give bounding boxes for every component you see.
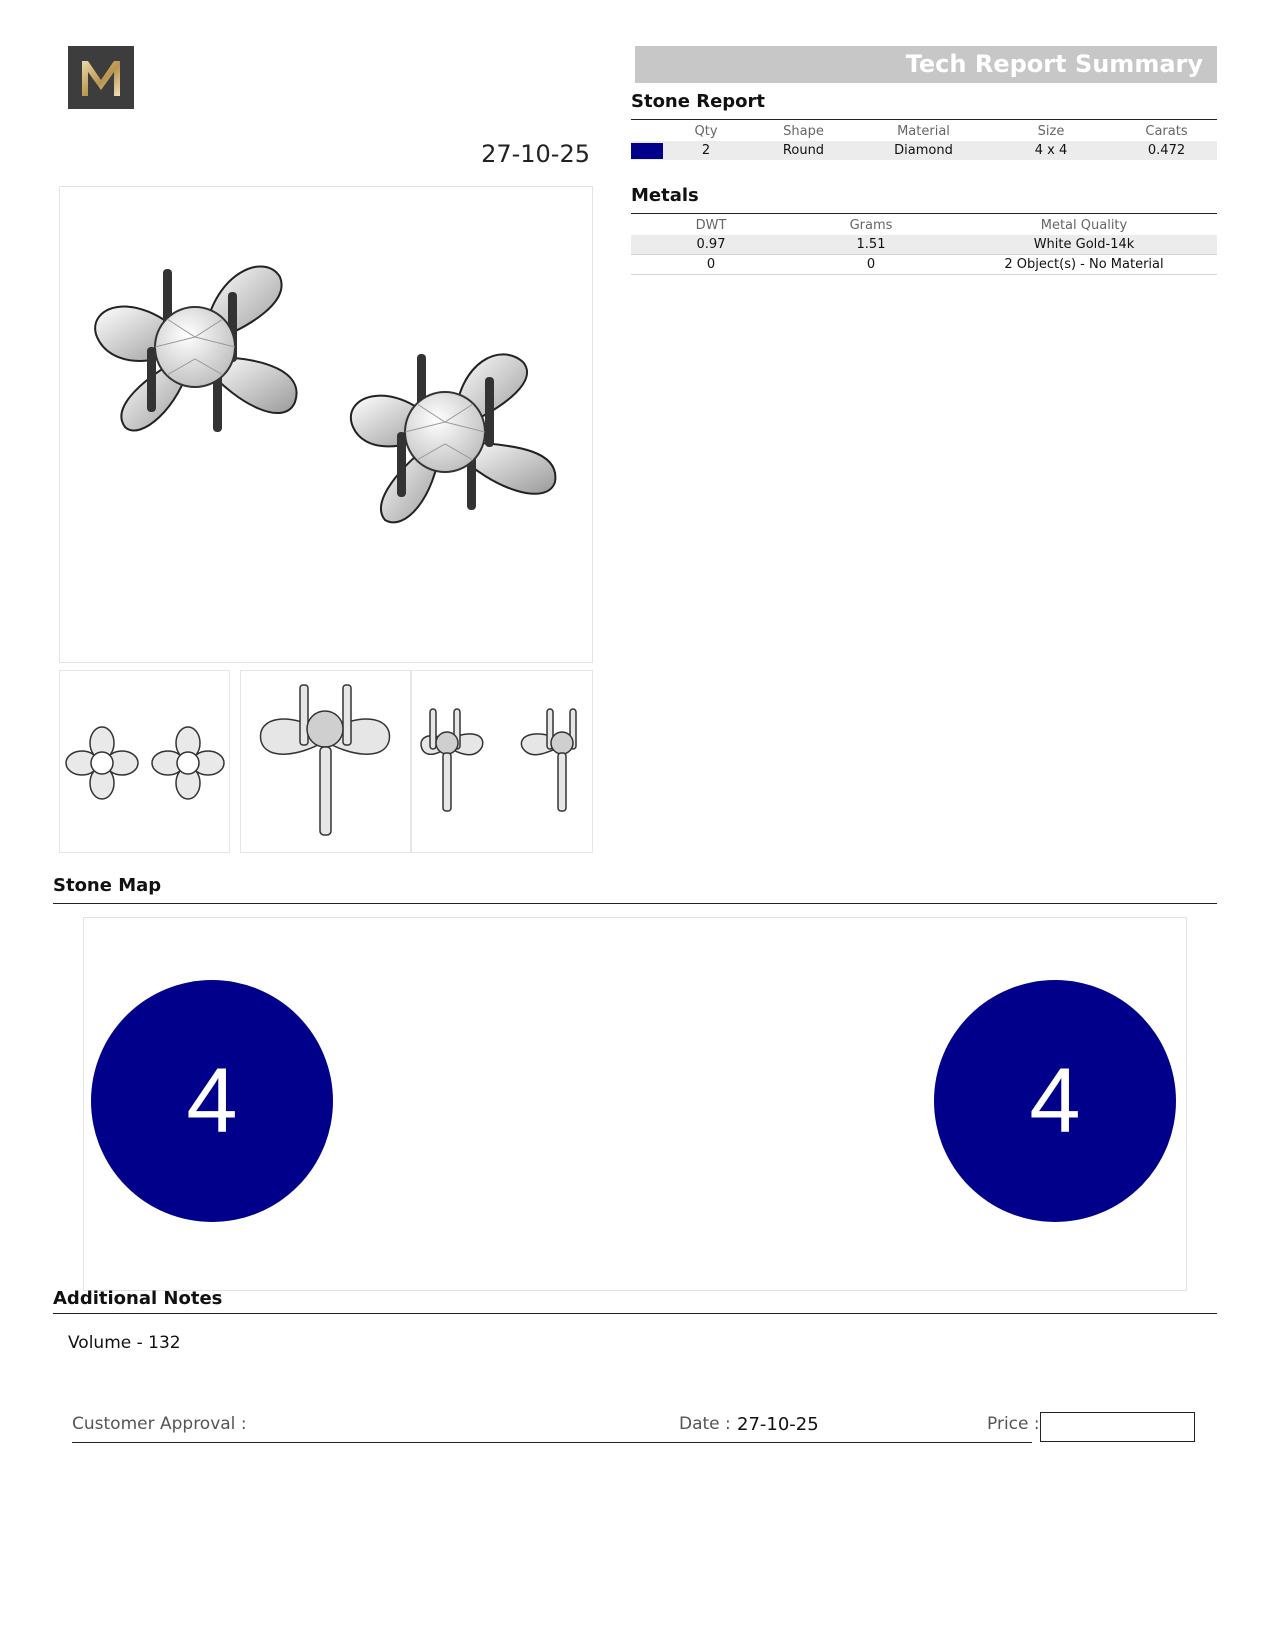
stone-material: Diamond	[861, 141, 986, 160]
stone-report-table	[631, 121, 1217, 160]
col-grams: Grams	[849, 217, 893, 233]
customer-approval-label: Customer Approval :	[72, 1414, 247, 1434]
stone-size: 4 x 4	[986, 141, 1116, 160]
col-qty: Qty	[694, 123, 718, 139]
col-carats: Carats	[1145, 123, 1188, 139]
thumbnail-side-view[interactable]	[411, 670, 593, 853]
stone-row	[631, 141, 1217, 160]
notes-rule	[53, 1313, 1217, 1314]
stone-carats: 0.472	[1116, 141, 1217, 160]
stone-qty: 2	[666, 141, 746, 160]
metal-row	[631, 235, 1217, 255]
metals-table	[631, 215, 1217, 275]
stone-shape: Round	[746, 141, 861, 160]
col-material: Material	[897, 123, 950, 139]
stone-map-heading: Stone Map	[53, 875, 162, 896]
col-dwt: DWT	[695, 217, 727, 233]
stone-report-header-row	[631, 121, 1217, 141]
stone-report-heading: Stone Report	[631, 91, 766, 112]
price-input[interactable]	[1040, 1412, 1195, 1442]
report-date: 27-10-25	[481, 140, 590, 168]
thumbnail-front-view[interactable]	[240, 670, 411, 853]
stone-color-swatch	[631, 143, 663, 159]
earring-render-right	[351, 354, 556, 522]
main-render-image	[59, 186, 593, 663]
report-title-bar	[635, 46, 1217, 83]
col-metal-quality: Metal Quality	[1040, 217, 1128, 233]
stone-marker	[934, 980, 1176, 1222]
notes-heading: Additional Notes	[53, 1288, 223, 1309]
col-size: Size	[1037, 123, 1065, 139]
stone-report-rule	[631, 119, 1217, 120]
metals-rule	[631, 213, 1217, 214]
metal-row	[631, 255, 1217, 275]
metal-grams: 0	[791, 255, 951, 275]
stone-size-label: 4	[1029, 1049, 1081, 1152]
metal-dwt: 0	[631, 255, 791, 275]
report-title: Tech Report Summary	[905, 50, 1203, 78]
price-label: Price :	[987, 1414, 1040, 1434]
approval-date-label: Date :	[679, 1414, 731, 1434]
metal-quality: White Gold-14k	[951, 235, 1217, 255]
stone-marker	[91, 980, 333, 1222]
thumbnail-top-view[interactable]	[59, 670, 230, 853]
earring-render-left	[95, 266, 296, 432]
metal-grams: 1.51	[791, 235, 951, 255]
logo-m-mark	[78, 58, 124, 98]
metals-heading: Metals	[631, 185, 699, 206]
company-logo	[68, 46, 134, 109]
signature-line	[72, 1442, 1032, 1443]
stone-size-label: 4	[186, 1049, 238, 1152]
metal-dwt: 0.97	[631, 235, 791, 255]
metals-header-row	[631, 215, 1217, 235]
notes-text: Volume - 132	[68, 1333, 181, 1353]
stone-map-rule	[53, 903, 1217, 904]
stone-map-canvas	[83, 917, 1187, 1291]
metal-quality: 2 Object(s) - No Material	[951, 255, 1217, 275]
approval-date-value: 27-10-25	[737, 1414, 819, 1435]
col-shape: Shape	[783, 123, 824, 139]
